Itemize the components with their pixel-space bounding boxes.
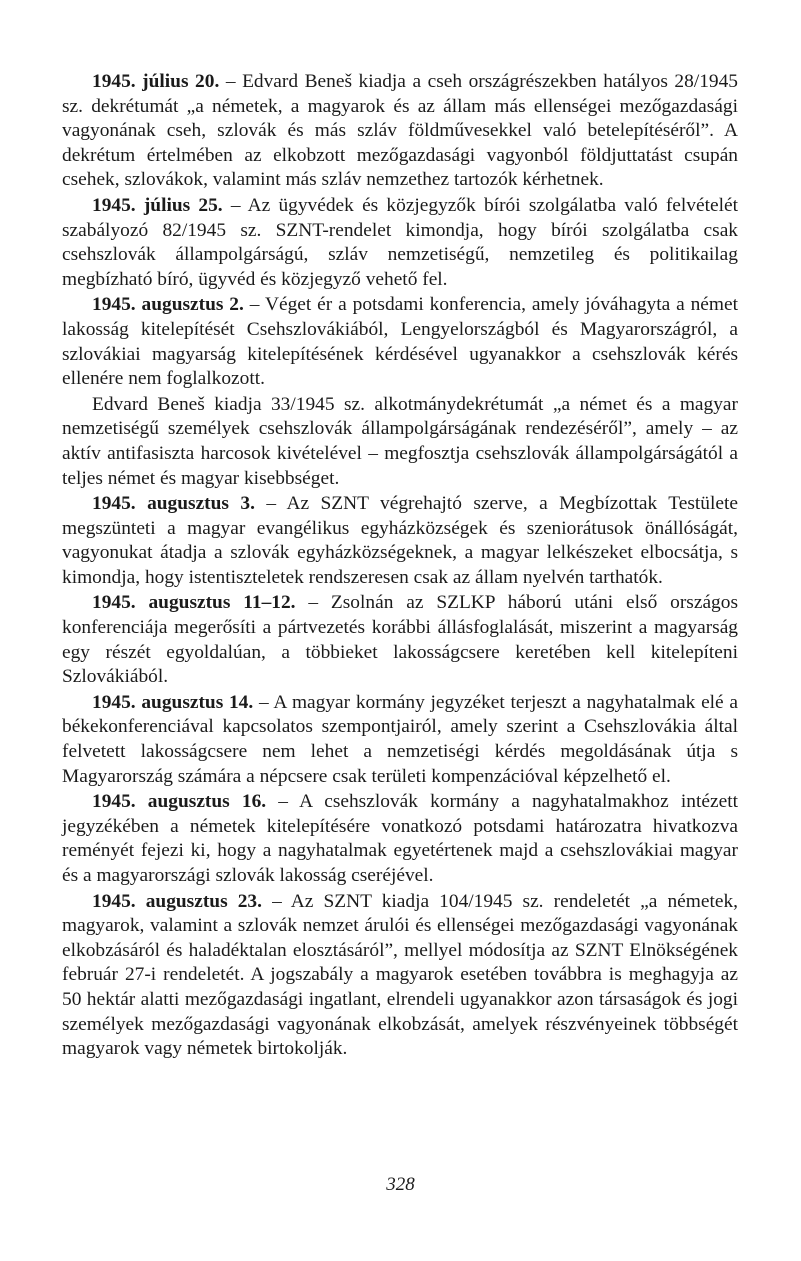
entry-text: – Zsolnán az SZLKP háború utáni első országos konferenciája megerősíti a pártvezetés korábbi állásfoglalását, miszerint a magyarság egy részét egyoldalúan, a többieket lakosságcsere keretében kell kitelepíteni Szlovákiából. xyxy=(62,592,738,688)
entry-text: – Edvard Beneš kiadja a cseh országrészekben hatályos 28/1945 sz. dekrétumát „a németek, a magyarok és az állam más ellenségei mezőgazdasági vagyonának cseh, szlovák és más szláv földművesekkel való betelepítéséről”. A dekrétum értelmében az elkobzott mezőgazdasági vagyonból földjuttatást csupán csehek, szlovákok, valamint más szláv nemzethez tartozók kérhetnek. xyxy=(62,71,738,191)
entry-date: 1945. augusztus 16. xyxy=(92,791,267,813)
page-number: 328 xyxy=(386,1174,415,1195)
entry-date: 1945. augusztus 23. xyxy=(92,890,262,912)
chronology-entry xyxy=(62,591,738,689)
chronology-entry xyxy=(62,890,738,1062)
chronology-entry xyxy=(62,790,738,888)
chronology-entry xyxy=(62,194,738,292)
chronology-entry xyxy=(62,492,738,590)
chronology-entry xyxy=(62,393,738,491)
entry-text: – Az ügyvédek és közjegyzők bírói szolgálatba való felvételét szabályozó 82/1945 sz. SZNT-rendelet kimondja, hogy bírói szolgálatba csak csehszlovák állampolgárságú, szláv nemzetiségű, nemzetileg és politikailag megbízható bíró, ügyvéd és közjegyző vehető fel. xyxy=(62,194,738,290)
entry-date: 1945. augusztus 11–12. xyxy=(92,592,296,614)
entry-date: 1945. augusztus 3. xyxy=(92,493,255,515)
chronology-entry xyxy=(62,293,738,391)
document-body xyxy=(62,70,738,1063)
entry-text: – Véget ér a potsdami konferencia, amely jóváhagyta a német lakosság kitelepítését Csehszlovákiából, Lengyelországból és Magyarországról, a szlovákiai magyarság kitelepítésének kérdésével ugyanakkor a csehszlovák kérés ellenére nem foglalkozott. xyxy=(62,294,738,390)
entry-text: – A magyar kormány jegyzéket terjeszt a nagyhatalmak elé a békekonferenciával kapcsolatos szempontjairól, amely szerint a Csehszlovákia által felvetett lakosságcsere nem lehet a nemzetiségi kérdés megoldásának útja s Magyarország számára a népcsere csak területi kompenzációval képzelhető el. xyxy=(62,691,738,787)
entry-date: 1945. augusztus 2. xyxy=(92,294,244,316)
chronology-entry xyxy=(62,70,738,193)
entry-text: – Az SZNT végrehajtó szerve, a Megbízottak Testülete megszünteti a magyar evangélikus egyházközségek és szeniorátusok önállóságát, vagyonukat átadja a szlovák egyházközségeknek, a magyar lelkészeket elbocsátja, s kimondja, hogy istentiszteletek rendszeresen csak az állam nyelvén tarthatók. xyxy=(62,493,738,588)
entry-text: – A csehszlovák kormány a nagyhatalmakhoz intézett jegyzékében a németek kitelepítésére vonatkozó potsdami határozatra hivatkozva reményét fejezi ki, hogy a nagyhatalmak egyetértenek majd a csehszlovákiai magyar és a magyarországi szlovák lakosság cseréjével. xyxy=(62,791,738,886)
entry-date: 1945. július 20. xyxy=(92,71,220,92)
chronology-entry xyxy=(62,691,738,789)
entry-text: – Az SZNT kiadja 104/1945 sz. rendeletét „a németek, magyarok, valamint a szlovák nemzet árulói és ellenségei mezőgazdasági vagyonának elkobzásáról és haladéktalan elosztásáról”, mellyel módosítja az SZNT Elnökségének február 27-i rendeletét. A jogszabály a magyarok esetében továbbra is meghagyja az 50 hektár alatti mezőgazdasági ingatlant, elrendeli ugyanakkor azon társaságok és jogi személyek mezőgazdasági vagyonának elkobzását, amelyek részvényeinek többségét magyarok vagy németek birtokolják. xyxy=(62,890,738,1060)
entry-date: 1945. augusztus 14. xyxy=(92,691,254,713)
entry-text: Edvard Beneš kiadja 33/1945 sz. alkotmánydekrétumát „a német és a magyar nemzetiségű személyek csehszlovák állampolgárságának rendezéséről”, amely – az aktív antifasiszta harcosok kivételével – megfosztja csehszlovák állampolgárságától a teljes német és magyar kisebbséget. xyxy=(62,393,738,489)
entry-date: 1945. július 25. xyxy=(92,194,223,216)
